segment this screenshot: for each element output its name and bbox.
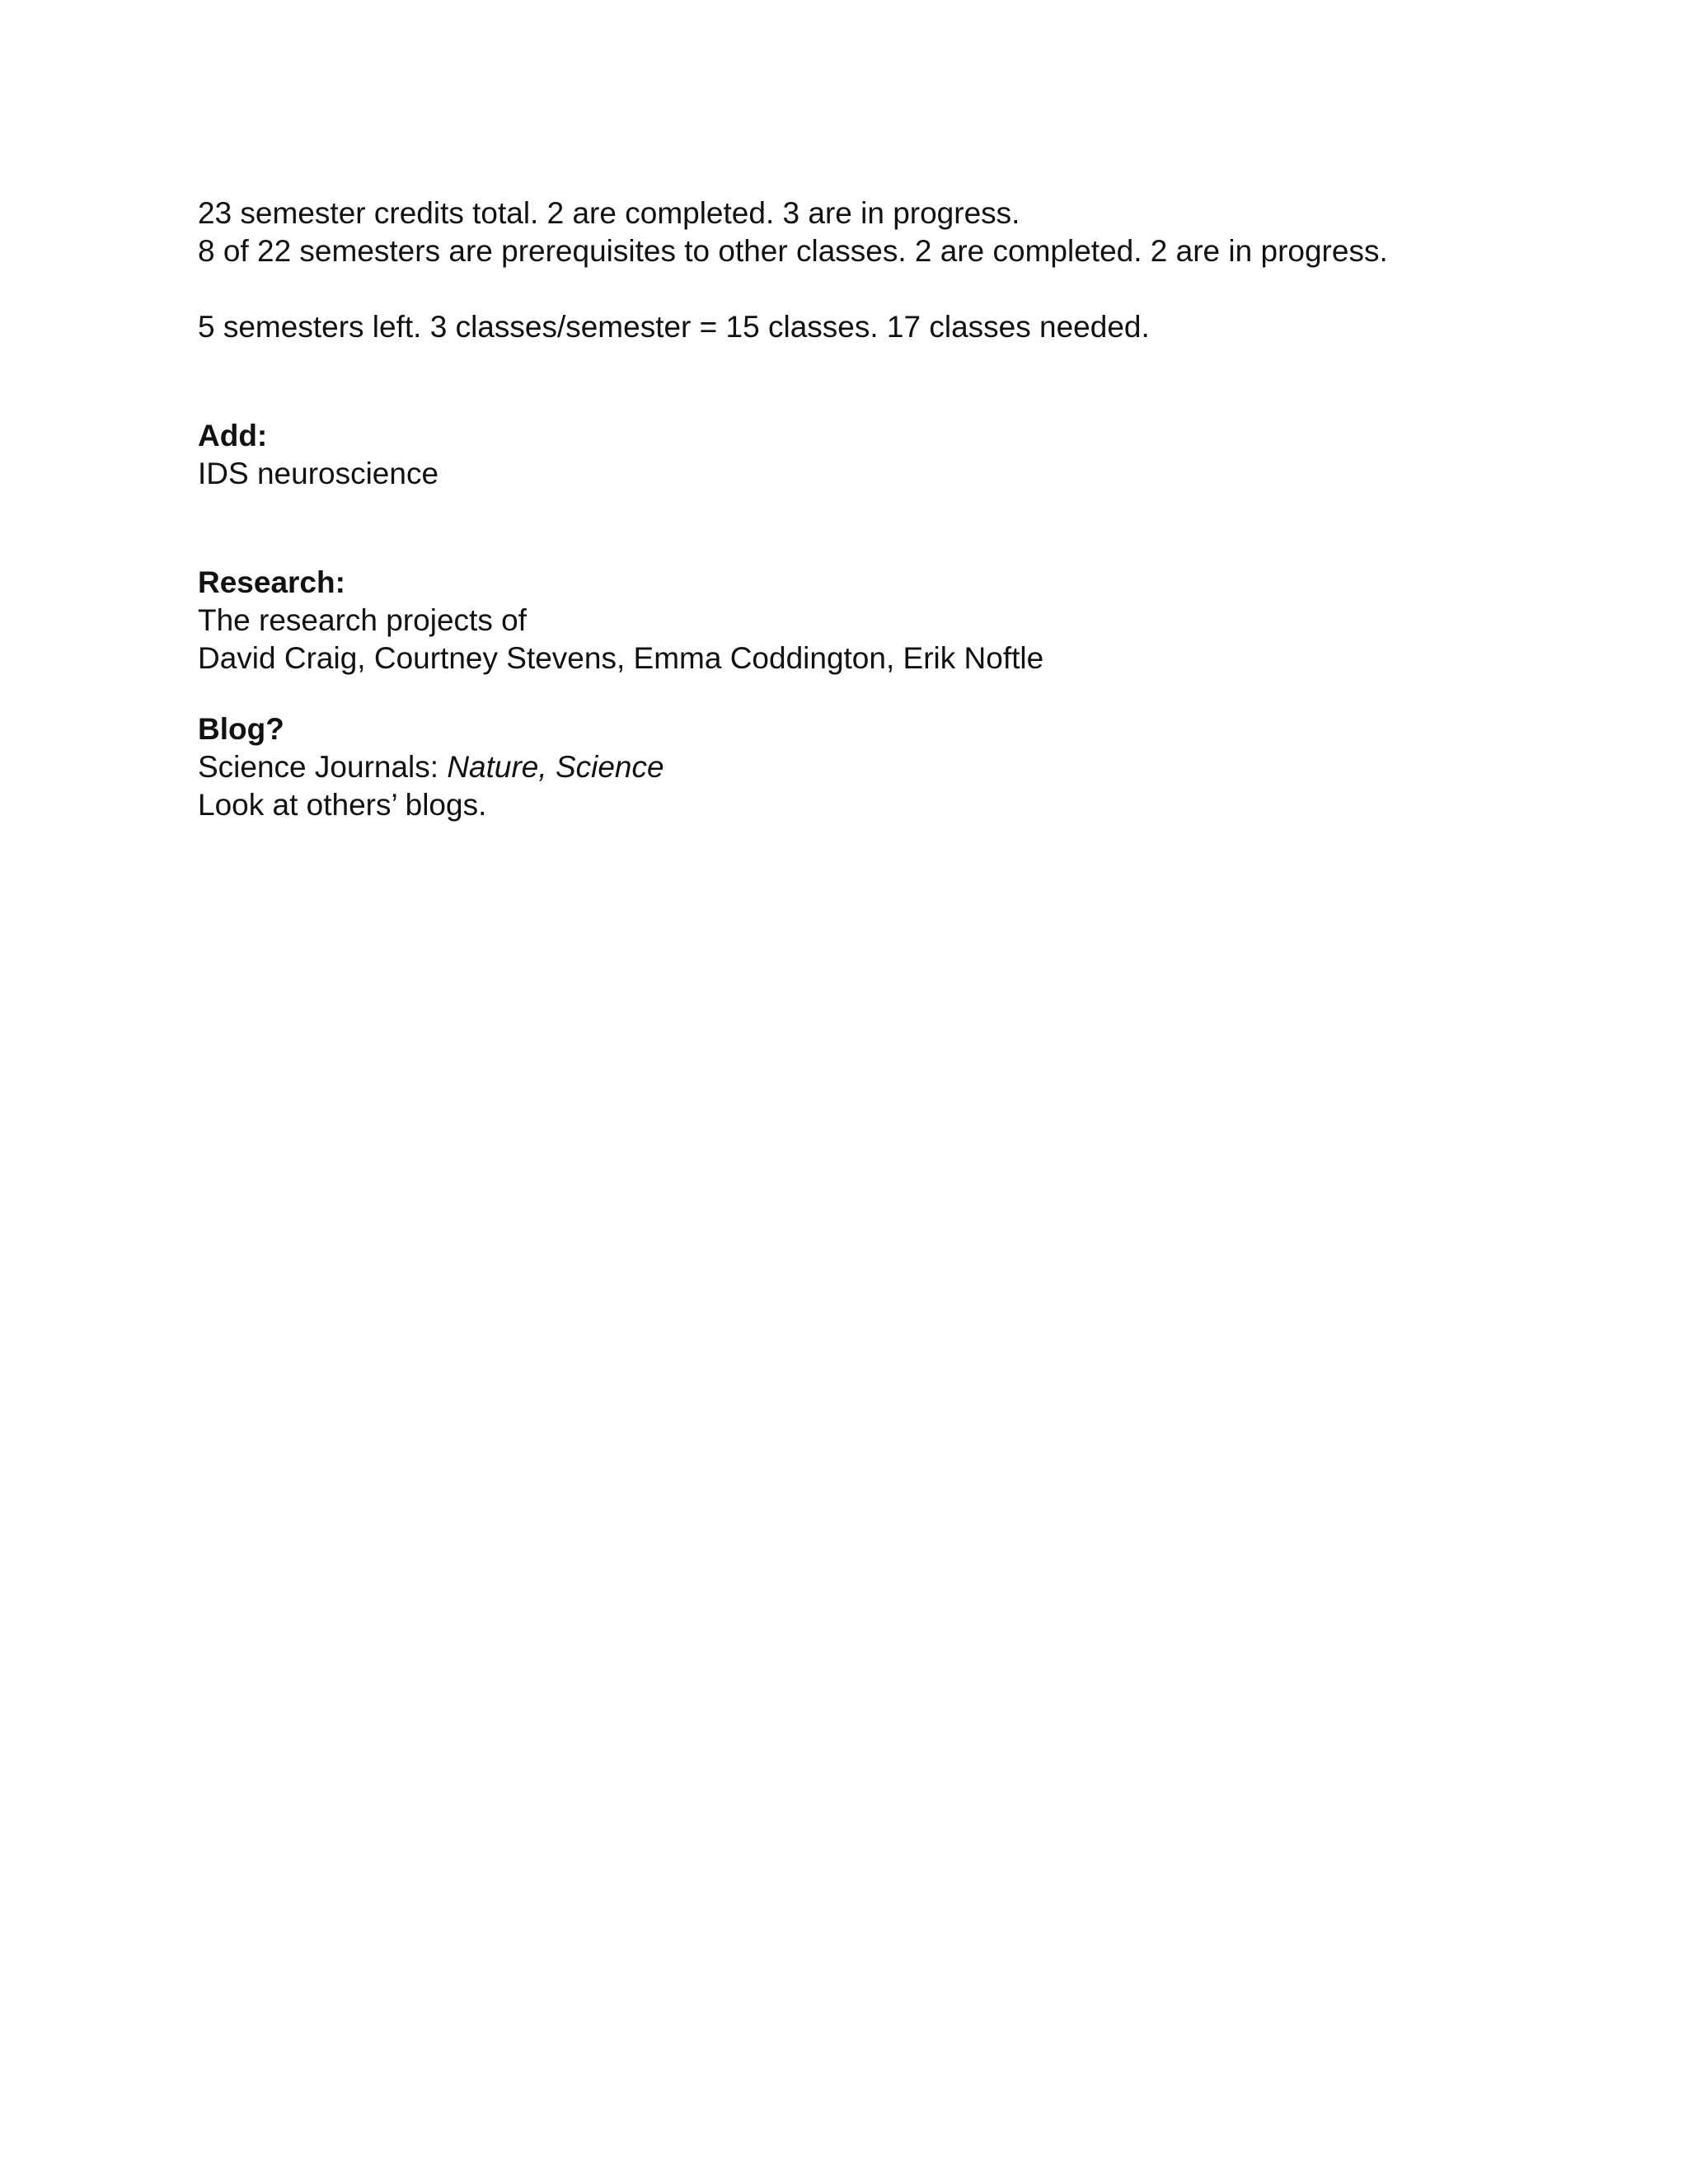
research-heading: Research: <box>198 565 345 599</box>
document-body <box>198 194 1517 824</box>
science-journals-label: Science Journals: <box>198 750 448 784</box>
credits-summary-line: 23 semester credits total. 2 are completed. 3 are in progress. <box>198 196 1020 230</box>
blog-heading: Blog? <box>198 712 284 746</box>
science-journals-names: Nature, Science <box>447 750 664 784</box>
add-item: IDS neuroscience <box>198 457 439 490</box>
spacer <box>198 270 1517 308</box>
prerequisites-summary-line: 8 of 22 semesters are prerequisites to other classes. 2 are completed. 2 are in progress. <box>198 234 1388 268</box>
spacer <box>198 677 1517 710</box>
look-at-blogs-line: Look at others’ blogs. <box>198 788 487 822</box>
spacer <box>198 346 1517 417</box>
research-intro-line: The research projects of <box>198 603 527 637</box>
add-heading: Add: <box>198 419 268 452</box>
research-names-line: David Craig, Courtney Stevens, Emma Coddington, Erik Noftle <box>198 641 1044 675</box>
science-journals-line <box>198 748 1517 786</box>
semesters-left-line: 5 semesters left. 3 classes/semester = 15 classes. 17 classes needed. <box>198 310 1150 344</box>
spacer <box>198 493 1517 564</box>
